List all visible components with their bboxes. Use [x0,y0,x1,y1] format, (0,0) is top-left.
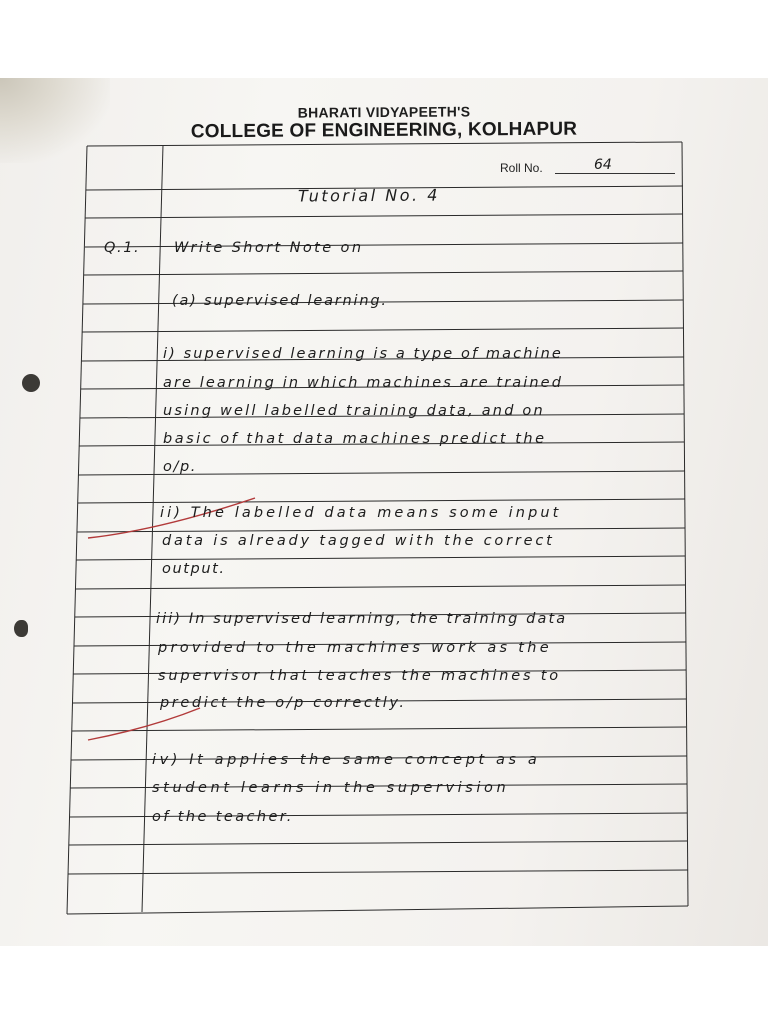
p4-line-3: of the teacher. [152,809,294,825]
background-top [0,0,768,78]
ruled-line [78,499,685,503]
tutorial-title: Tutorial No. 4 [297,185,440,206]
box-bottom-border [67,906,688,914]
p4-line-1: iv) It applies the same concept as a [152,752,541,768]
p2-line-3: output. [162,561,226,577]
roll-number-label: Roll No. [500,161,543,175]
question-text: Write Short Note on [174,240,364,256]
ruled-line [68,870,688,874]
p2-line-2: data is already tagged with the correct [162,533,555,549]
ruled-line [76,556,685,560]
ruled-line [84,271,683,275]
p2-line-1: ii) The labelled data means some input [160,505,562,521]
question-number: Q.1. [104,240,141,256]
ruled-line [82,328,684,332]
roll-number-underline [555,173,675,174]
ruled-line [77,528,685,532]
roll-number-value: 64 [594,157,612,173]
box-right-border [682,142,688,906]
topic-heading: (a) supervised learning. [172,293,388,309]
background-bottom [0,946,768,1024]
box-left-border [67,146,87,914]
p1-line-4: basic of that data machines predict the [163,431,547,447]
p3-line-4: predict the o/p correctly. [160,695,407,711]
institution-name: BHARATI VIDYAPEETH'S [297,103,471,121]
p3-line-1: iii) In supervised learning, the training data [156,611,568,627]
box-top-border [87,142,682,146]
ruled-line [75,585,685,589]
ruled-line [72,727,686,731]
p3-line-2: provided to the machines work as the [158,640,552,656]
p4-line-2: student learns in the supervision [152,780,510,796]
p1-line-5: o/p. [163,459,197,475]
p3-line-3: supervisor that teaches the machines to [158,668,561,684]
college-name: COLLEGE OF ENGINEERING, KOLHAPUR [190,118,578,143]
p1-line-2: are learning in which machines are trained [163,375,563,391]
ruled-line [69,841,687,845]
red-tick-mark [88,708,200,740]
p1-line-1: i) supervised learning is a type of machine [163,346,563,362]
p1-line-3: using well labelled training data, and on [163,403,545,419]
notebook-page [0,78,768,946]
ruled-line [85,214,683,218]
